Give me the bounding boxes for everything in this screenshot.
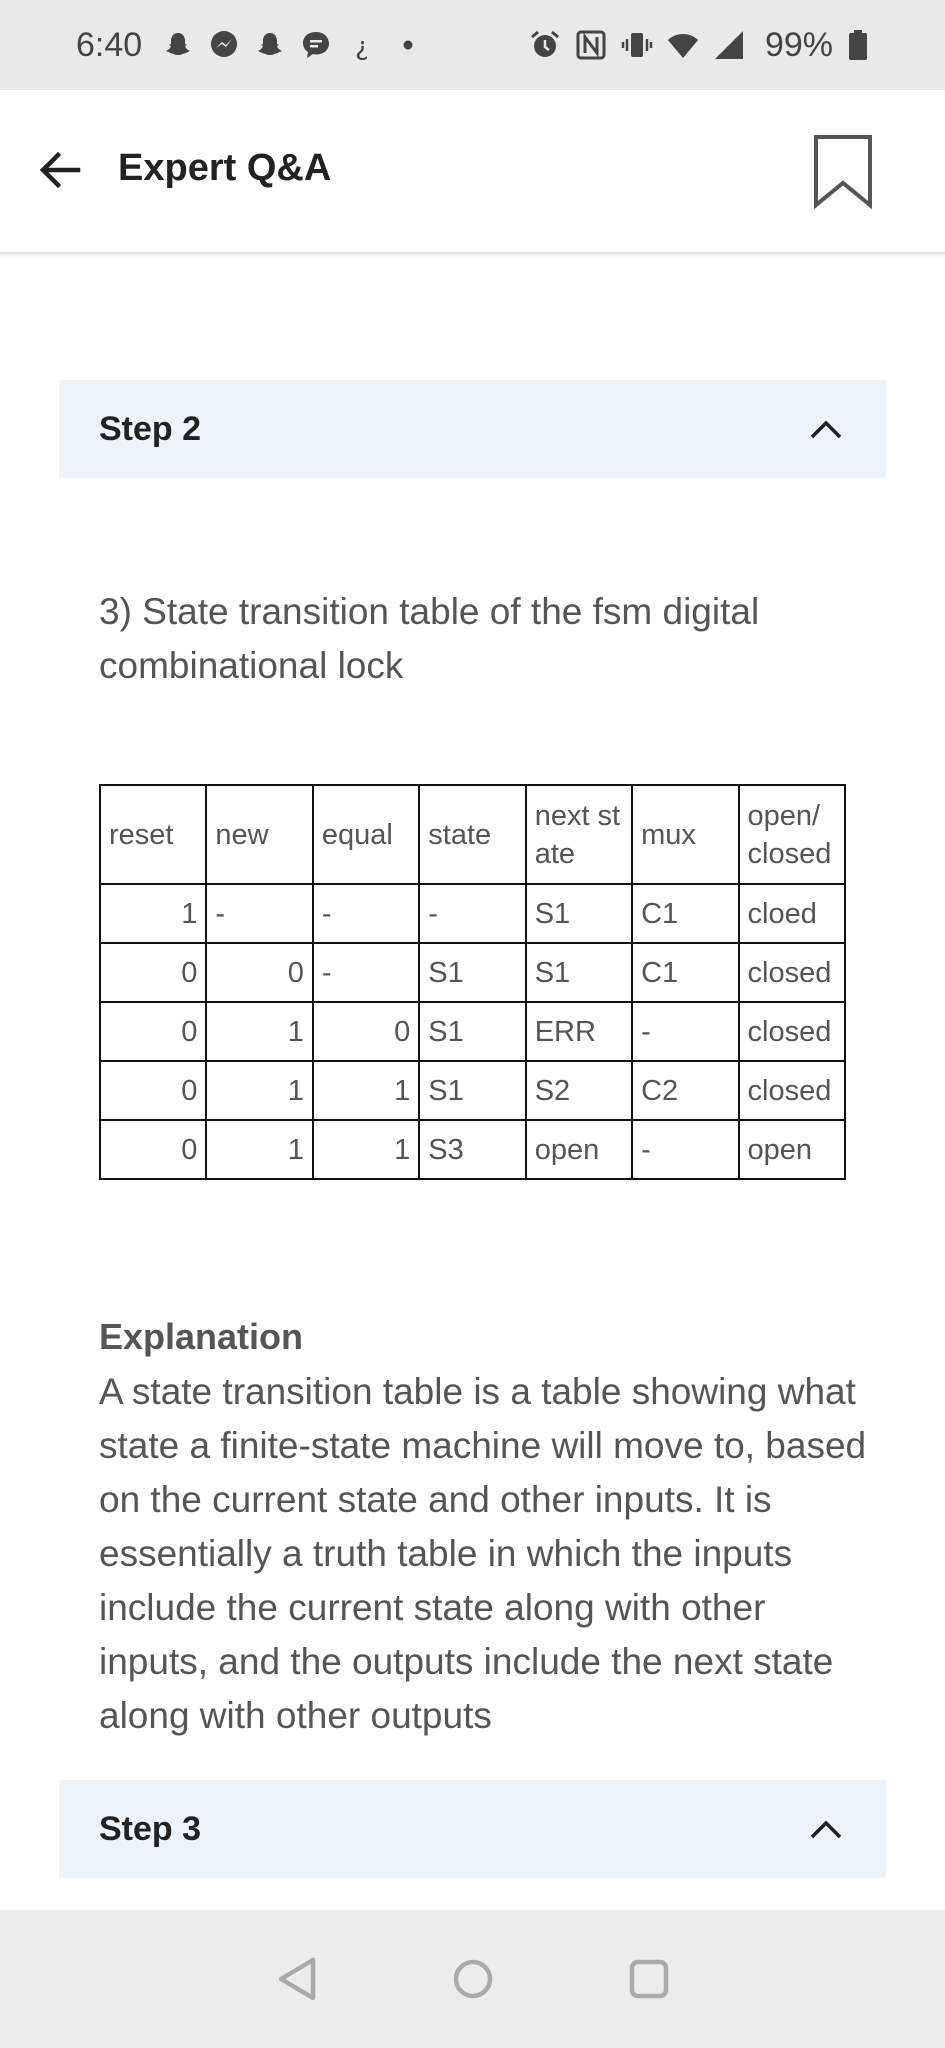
- table-cell: 1: [100, 884, 206, 943]
- bookmark-icon: [812, 134, 874, 210]
- table-row: [100, 1061, 845, 1120]
- table-cell: S1: [526, 884, 632, 943]
- table-cell: -: [313, 884, 419, 943]
- table-cell: 0: [100, 1061, 206, 1120]
- table-cell: -: [632, 1120, 738, 1179]
- table-row: [100, 943, 845, 1002]
- table-cell: S1: [419, 1061, 525, 1120]
- chevron-up-icon[interactable]: [806, 1809, 846, 1849]
- step-3-header[interactable]: [59, 1780, 886, 1878]
- table-cell: open: [739, 1120, 845, 1179]
- table-header-row: [100, 785, 845, 884]
- system-icons: [529, 26, 869, 65]
- wifi-icon: [667, 29, 699, 61]
- svg-text:¿: ¿: [355, 32, 369, 61]
- section-heading: 3) State transition table of the fsm digital combinational lock: [99, 591, 760, 686]
- table-cell: 1: [313, 1061, 419, 1120]
- back-button[interactable]: [32, 142, 88, 198]
- system-nav-bar: [0, 1910, 945, 2048]
- page-title: Expert Q&A: [118, 147, 332, 189]
- table-cell: 0: [100, 1120, 206, 1179]
- table-cell: -: [632, 1002, 738, 1061]
- step-3-label: Step 3: [99, 1809, 202, 1848]
- column-header: state: [419, 785, 525, 884]
- dot-icon: [392, 29, 424, 61]
- table-cell: 0: [206, 943, 312, 1002]
- app-bar: [0, 90, 945, 254]
- table-cell: C2: [632, 1061, 738, 1120]
- nfc-icon: [575, 29, 607, 61]
- table-cell: 0: [100, 943, 206, 1002]
- arrow-left-icon: [32, 142, 88, 198]
- explanation-body: A state transition table is a table showing what state a finite-state machine will move to, based on the current state and other inputs. It is essentially a truth table in which the inputs include the current state along with other inputs, and the outputs include the next state along with other outputs: [99, 1371, 867, 1736]
- table-cell: -: [419, 884, 525, 943]
- vibrate-icon: [621, 29, 653, 61]
- chat-bubble-icon: [300, 29, 332, 61]
- table-row: [100, 884, 845, 943]
- notification-icons: [162, 29, 424, 61]
- table-cell: 0: [313, 1002, 419, 1061]
- battery-icon: [847, 29, 869, 61]
- status-time: 6:40: [76, 25, 143, 64]
- table-row: [100, 1120, 845, 1179]
- column-header: equal: [313, 785, 419, 884]
- messenger-icon: [208, 29, 240, 61]
- table-row: [100, 1002, 845, 1061]
- table-cell: closed: [739, 1061, 845, 1120]
- column-header: open/ closed: [739, 785, 845, 884]
- battery-percent: 99%: [764, 25, 833, 64]
- table-cell: open: [526, 1120, 632, 1179]
- language-icon: [346, 29, 378, 61]
- nav-home-icon[interactable]: [449, 1955, 497, 2003]
- table-cell: S1: [419, 943, 525, 1002]
- table-cell: S3: [419, 1120, 525, 1179]
- table-cell: ERR: [526, 1002, 632, 1061]
- table-cell: 1: [206, 1002, 312, 1061]
- chevron-up-icon[interactable]: [806, 409, 846, 449]
- bookmark-button[interactable]: [812, 134, 874, 210]
- snapchat-icon: [162, 29, 194, 61]
- explanation-title: Explanation: [99, 1316, 304, 1357]
- step-2-header[interactable]: [59, 380, 886, 478]
- signal-icon: [713, 29, 745, 61]
- step-2-label: Step 2: [99, 409, 202, 448]
- table-cell: S1: [419, 1002, 525, 1061]
- table-cell: 1: [206, 1061, 312, 1120]
- column-header: new: [206, 785, 312, 884]
- table-cell: closed: [739, 943, 845, 1002]
- table-cell: 1: [206, 1120, 312, 1179]
- column-header: next st ate: [526, 785, 632, 884]
- table-cell: closed: [739, 1002, 845, 1061]
- table-cell: cloed: [739, 884, 845, 943]
- status-bar: [0, 0, 945, 90]
- column-header: reset: [100, 785, 206, 884]
- state-transition-table: [99, 784, 846, 1180]
- table-cell: S1: [526, 943, 632, 1002]
- table-cell: S2: [526, 1061, 632, 1120]
- table-cell: -: [313, 943, 419, 1002]
- nav-back-icon[interactable]: [273, 1955, 321, 2003]
- table-cell: C1: [632, 884, 738, 943]
- table-cell: C1: [632, 943, 738, 1002]
- table-cell: -: [206, 884, 312, 943]
- table-cell: 0: [100, 1002, 206, 1061]
- column-header: mux: [632, 785, 738, 884]
- table-cell: 1: [313, 1120, 419, 1179]
- nav-recents-icon[interactable]: [625, 1955, 673, 2003]
- snapchat-icon: [254, 29, 286, 61]
- alarm-icon: [529, 29, 561, 61]
